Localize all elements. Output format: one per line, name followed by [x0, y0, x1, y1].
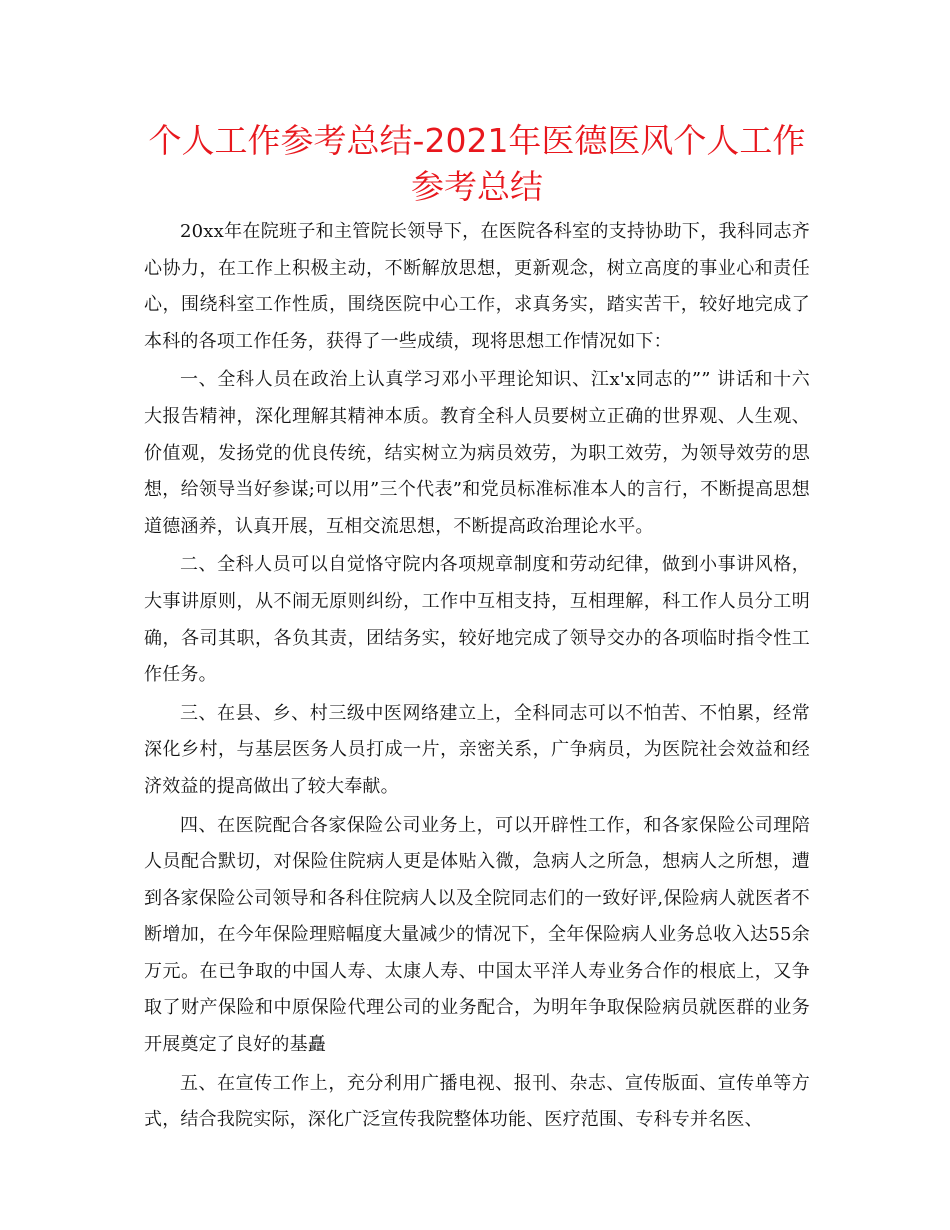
paragraph-intro: 20xx年在院班子和主管院长领导下，在医院各科室的支持协助下，我科同志齐心协力，在工作上积极主动，不断解放思想，更新观念，树立高度的事业心和责任心，围绕科室工作性质，围绕医院中心工作，求真务实，踏实苦干，较好地完成了本科的各项工作任务，获得了一些成绩，现将思想工作情况如下： [144, 221, 810, 352]
paragraph-insurance: 四、在医院配合各家保险公司业务上，可以开辟性工作，和各家保险公司理陪人员配合默切，对保险住院病人更是体贴入微，急病人之所急，想病人之所想，遭到各家保险公司领导和各科住院病人以及全院同志们的一致好评,保险病人就医者不断增加，在今年保险理赔幅度大量减少的情况下，全年保险病人业务总收入达55余万元。在已争取的中国人寿、太康人寿、中国太平洋人寿业务合作的根底上，又争取了财产保险和中原保险代理公司的业务配合，为明年争取保险病员就医群的业务开展奠定了良好的基矗 [144, 814, 810, 1056]
paragraph-discipline: 二、全科人员可以自觉恪守院内各项规章制度和劳动纪律，做到小事讲风格，大事讲原则，从不闹无原则纠纷，工作中互相支持，互相理解，科工作人员分工明确，各司其职，各负其责，团结务实，较好地完成了领导交办的各项临时指令性工作任务。 [144, 554, 810, 686]
paragraph-publicity: 五、在宣传工作上，充分利用广播电视、报刊、杂志、宣传版面、宣传单等方式，结合我院实际，深化广泛宣传我院整体功能、医疗范围、专科专并名医、 [144, 1072, 810, 1131]
document-title: 个人工作参考总结-2021年医德医风个人工作参考总结 [148, 121, 806, 206]
paragraph-network: 三、在县、乡、村三级中医网络建立上，全科同志可以不怕苦、不怕累，经常深化乡村，与基层医务人员打成一片，亲密关系，广争病员，为医院社会效益和经济效益的提高做出了较大奉献。 [144, 702, 810, 797]
paragraph-political-study: 一、全科人员在政治上认真学习邓小平理论知识、江x'x同志的”” 讲话和十六大报告精神，深化理解其精神本质。教育全科人员要树立正确的世界观、人生观、价值观，发扬党的优良传统，结实树立为病员效劳，为职工效劳，为领导效劳的思想，给领导当好参谋;可以用”三个代表”和党员标准标准本人的言行，不断提高思想道德涵养，认真开展，互相交流思想，不断提高政治理论水平。 [144, 369, 810, 537]
document-body [144, 214, 810, 1139]
